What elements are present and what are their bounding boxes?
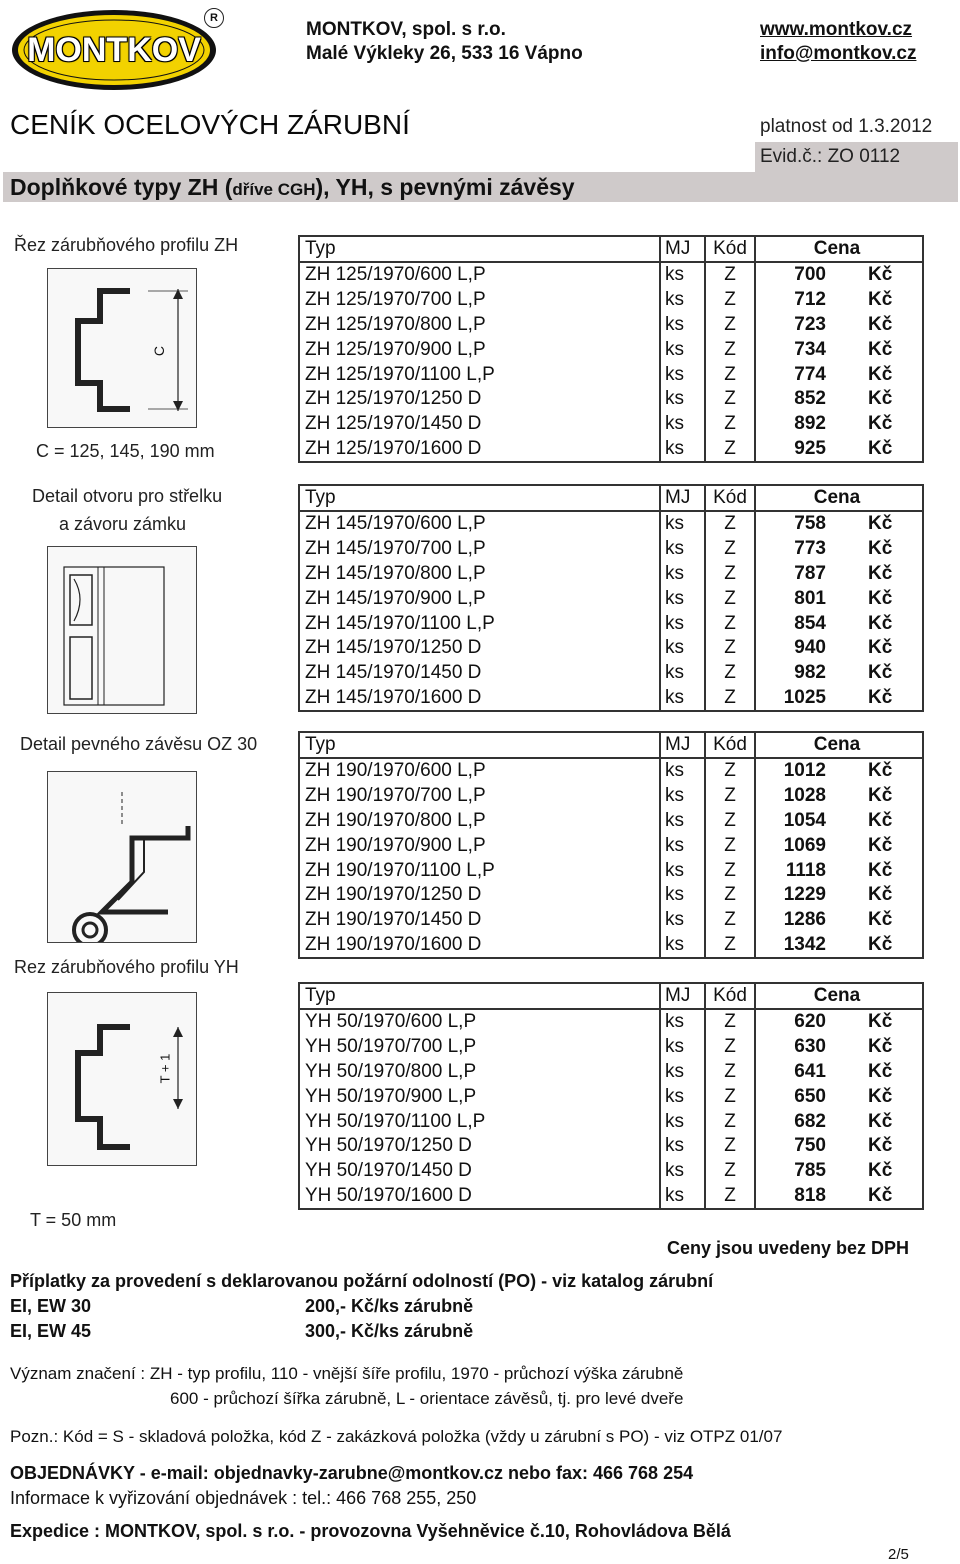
cell-cena: 1012: [783, 760, 826, 782]
cell-typ: ZH 145/1970/1450 D: [300, 661, 661, 686]
price-table: [298, 982, 924, 1210]
table-row: [300, 1010, 922, 1035]
cell-cena: 620: [794, 1011, 826, 1033]
cell-mj: ks: [661, 337, 706, 362]
cell-mj: ks: [661, 636, 706, 661]
cell-mj: ks: [661, 686, 706, 711]
legend-line-2: 600 - průchozí šířka zárubně, L - orientace závěsů, tj. pro levé dveře: [170, 1389, 684, 1408]
cell-cena: 758: [794, 513, 826, 535]
header-kod: Kód: [706, 984, 756, 1008]
cell-mj: ks: [661, 784, 706, 809]
cell-cena: 630: [794, 1036, 826, 1058]
subtitle-part-c: ), YH, s pevnými závěsy: [315, 174, 575, 200]
cell-mj: ks: [661, 562, 706, 587]
cell-currency: Kč: [868, 933, 893, 955]
table-row: [300, 611, 922, 636]
header-cena: Cena: [813, 734, 861, 755]
cell-typ: ZH 125/1970/700 L,P: [300, 288, 661, 313]
cell-cena: 700: [794, 264, 826, 286]
cell-typ: YH 50/1970/700 L,P: [300, 1035, 661, 1060]
cell-kod: Z: [706, 1184, 756, 1209]
cell-currency: Kč: [868, 1036, 893, 1058]
cell-cena: 982: [794, 662, 826, 684]
yh-profile-caption: Rez zárubňového profilu YH: [14, 957, 239, 977]
table-row: [300, 412, 922, 437]
cell-typ: ZH 125/1970/1600 D: [300, 437, 661, 462]
cell-kod: Z: [706, 337, 756, 362]
cell-typ: ZH 125/1970/1250 D: [300, 387, 661, 412]
cell-currency: Kč: [868, 686, 893, 708]
table-row: [300, 313, 922, 338]
cell-cena: 750: [794, 1135, 826, 1157]
cell-currency: Kč: [868, 338, 893, 360]
cell-mj: ks: [661, 833, 706, 858]
page-title: CENÍK OCELOVÝCH ZÁRUBNÍ: [10, 109, 410, 140]
header-mj: MJ: [661, 237, 706, 261]
cell-typ: ZH 190/1970/1250 D: [300, 883, 661, 908]
cell-cena: 852: [794, 388, 826, 410]
cell-kod: Z: [706, 1134, 756, 1159]
cell-kod: Z: [706, 908, 756, 933]
table-row: [300, 362, 922, 387]
cell-mj: ks: [661, 1159, 706, 1184]
table-row: [300, 686, 922, 711]
cell-currency: Kč: [868, 662, 893, 684]
cell-kod: Z: [706, 1109, 756, 1134]
cell-kod: Z: [706, 809, 756, 834]
table-row: [300, 661, 922, 686]
cell-typ: ZH 190/1970/1100 L,P: [300, 858, 661, 883]
cell-cena: 1069: [783, 834, 826, 856]
cell-cena: 940: [794, 637, 826, 659]
header-mj: MJ: [661, 486, 706, 510]
cell-kod: Z: [706, 263, 756, 288]
cell-mj: ks: [661, 313, 706, 338]
cell-currency: Kč: [868, 1135, 893, 1157]
cell-kod: Z: [706, 686, 756, 711]
cell-mj: ks: [661, 412, 706, 437]
cell-currency: Kč: [868, 637, 893, 659]
cell-kod: Z: [706, 288, 756, 313]
price-table: [298, 235, 924, 463]
cell-cena: 1054: [783, 809, 826, 831]
header-mj: MJ: [661, 733, 706, 757]
orders-info: Informace k vyřizování objednávek : tel.: 466 768 255, 250: [10, 1488, 477, 1508]
cell-mj: ks: [661, 288, 706, 313]
table-row: [300, 537, 922, 562]
cell-currency: Kč: [868, 587, 893, 609]
cell-typ: ZH 125/1970/1450 D: [300, 412, 661, 437]
website-link[interactable]: www.montkov.cz: [760, 19, 913, 40]
table-row: [300, 437, 922, 462]
table-row: [300, 933, 922, 958]
cell-kod: Z: [706, 362, 756, 387]
table-row: [300, 1159, 922, 1184]
cell-mj: ks: [661, 537, 706, 562]
cell-typ: YH 50/1970/900 L,P: [300, 1084, 661, 1109]
zh-profile-icon: [48, 269, 196, 427]
montkov-logo: [10, 8, 218, 92]
cell-typ: YH 50/1970/1100 L,P: [300, 1109, 661, 1134]
cell-cena: 773: [794, 538, 826, 560]
cell-cena: 712: [794, 289, 826, 311]
cell-kod: Z: [706, 933, 756, 958]
table-row: [300, 586, 922, 611]
subtitle-part-a: Doplňkové typy ZH (: [10, 174, 233, 200]
cell-typ: ZH 125/1970/1100 L,P: [300, 362, 661, 387]
detail-caption-2: a závoru zámku: [59, 514, 187, 534]
cell-typ: ZH 125/1970/900 L,P: [300, 337, 661, 362]
cell-currency: Kč: [868, 1184, 893, 1206]
cell-mj: ks: [661, 1184, 706, 1209]
cell-typ: ZH 190/1970/600 L,P: [300, 759, 661, 784]
cell-cena: 785: [794, 1160, 826, 1182]
table-header: [300, 237, 922, 263]
cell-cena: 650: [794, 1085, 826, 1107]
cell-currency: Kč: [868, 413, 893, 435]
cell-kod: Z: [706, 437, 756, 462]
registered-mark: R: [204, 8, 224, 28]
table-row: [300, 759, 922, 784]
cell-cena: 641: [794, 1060, 826, 1082]
cell-kod: Z: [706, 512, 756, 537]
header-mj: MJ: [661, 984, 706, 1008]
cell-typ: ZH 125/1970/600 L,P: [300, 263, 661, 288]
table-row: [300, 1109, 922, 1134]
cell-typ: ZH 145/1970/800 L,P: [300, 562, 661, 587]
cell-cena: 1118: [785, 859, 826, 881]
yh-size: T = 50 mm: [30, 1210, 117, 1230]
cell-kod: Z: [706, 537, 756, 562]
zh-profile-caption: Řez zárubňového profilu ZH: [14, 235, 239, 255]
surcharge-ew30-label: EI, EW 30: [10, 1296, 92, 1316]
header-cena: Cena: [813, 985, 861, 1006]
table-row: [300, 512, 922, 537]
hinge-detail-drawing: [47, 771, 197, 943]
contact-links: [760, 18, 916, 66]
cell-kod: Z: [706, 412, 756, 437]
cell-typ: ZH 190/1970/800 L,P: [300, 809, 661, 834]
vat-note: Ceny jsou uvedeny bez DPH: [667, 1238, 910, 1258]
cell-currency: Kč: [868, 1085, 893, 1107]
header-typ: Typ: [300, 237, 661, 261]
cell-currency: Kč: [868, 562, 893, 584]
cell-cena: 1028: [783, 785, 826, 807]
cell-currency: Kč: [868, 538, 893, 560]
logo-text: MONTKOV: [27, 30, 201, 69]
cell-cena: 723: [794, 313, 826, 335]
cell-mj: ks: [661, 759, 706, 784]
cell-currency: Kč: [868, 834, 893, 856]
header-typ: Typ: [300, 984, 661, 1008]
cell-currency: Kč: [868, 612, 893, 634]
cell-mj: ks: [661, 512, 706, 537]
cell-kod: Z: [706, 636, 756, 661]
cell-typ: YH 50/1970/600 L,P: [300, 1010, 661, 1035]
table-row: [300, 263, 922, 288]
table-row: [300, 784, 922, 809]
hinge-caption: Detail pevného závěsu OZ 30: [20, 734, 258, 754]
cell-kod: Z: [706, 1010, 756, 1035]
cell-mj: ks: [661, 1010, 706, 1035]
cell-kod: Z: [706, 313, 756, 338]
cell-cena: 1229: [783, 884, 826, 906]
orders-contact: OBJEDNÁVKY - e-mail: objednavky-zarubne@montkov.cz nebo fax: 466 768 254: [10, 1463, 694, 1483]
cell-typ: ZH 190/1970/1450 D: [300, 908, 661, 933]
cell-typ: YH 50/1970/1450 D: [300, 1159, 661, 1184]
cell-cena: 734: [794, 338, 826, 360]
table-row: [300, 1035, 922, 1060]
table-row: [300, 1060, 922, 1085]
cell-typ: ZH 145/1970/900 L,P: [300, 586, 661, 611]
cell-mj: ks: [661, 387, 706, 412]
cell-mj: ks: [661, 661, 706, 686]
cell-currency: Kč: [868, 264, 893, 286]
cell-cena: 892: [794, 413, 826, 435]
zh-sizes: C = 125, 145, 190 mm: [36, 441, 215, 461]
cell-typ: ZH 145/1970/1100 L,P: [300, 611, 661, 636]
table-row: [300, 809, 922, 834]
cell-kod: Z: [706, 562, 756, 587]
table-row: [300, 1134, 922, 1159]
zh-dim-label: C: [151, 345, 168, 357]
cell-currency: Kč: [868, 1110, 893, 1132]
yh-profile-drawing: [47, 992, 197, 1166]
cell-currency: Kč: [868, 785, 893, 807]
yh-dim-label: T + 1: [157, 1053, 173, 1084]
table-row: [300, 1184, 922, 1209]
cell-currency: Kč: [868, 1060, 893, 1082]
code-note: Pozn.: Kód = S - skladová položka, kód Z - zakázková položka (vždy u zárubní s PO) - viz OTPZ 01/07: [10, 1427, 783, 1446]
cell-currency: Kč: [868, 289, 893, 311]
legend-line-1: Význam značení : ZH - typ profilu, 110 - vnější šíře profilu, 1970 - průchozí výška zárubně: [10, 1364, 684, 1383]
cell-typ: ZH 190/1970/900 L,P: [300, 833, 661, 858]
cell-mj: ks: [661, 1109, 706, 1134]
header-typ: Typ: [300, 486, 661, 510]
surcharge-ew45-label: EI, EW 45: [10, 1321, 92, 1341]
cell-mj: ks: [661, 908, 706, 933]
surcharge-ew30-value: 200,- Kč/ks zárubně: [305, 1296, 474, 1316]
cell-mj: ks: [661, 586, 706, 611]
company-address: [306, 18, 583, 66]
cell-typ: ZH 190/1970/1600 D: [300, 933, 661, 958]
header-kod: Kód: [706, 733, 756, 757]
cell-kod: Z: [706, 759, 756, 784]
company-street: Malé Výkleky 26, 533 16 Vápno: [306, 43, 583, 64]
cell-mj: ks: [661, 809, 706, 834]
cell-kod: Z: [706, 611, 756, 636]
cell-typ: YH 50/1970/1600 D: [300, 1184, 661, 1209]
price-table: [298, 731, 924, 959]
table-row: [300, 562, 922, 587]
table-header: [300, 486, 922, 512]
cell-mj: ks: [661, 883, 706, 908]
cell-cena: 854: [794, 612, 826, 634]
cell-kod: Z: [706, 1035, 756, 1060]
cell-kod: Z: [706, 1060, 756, 1085]
table-row: [300, 833, 922, 858]
table-row: [300, 858, 922, 883]
cell-kod: Z: [706, 1084, 756, 1109]
zh-profile-drawing: [47, 268, 197, 428]
table-row: [300, 883, 922, 908]
cell-currency: Kč: [868, 1011, 893, 1033]
cell-currency: Kč: [868, 513, 893, 535]
cell-currency: Kč: [868, 809, 893, 831]
cell-mj: ks: [661, 1060, 706, 1085]
surcharge-title: Příplatky za provedení s deklarovanou požární odolností (PO) - viz katalog zárubní: [10, 1271, 714, 1291]
cell-kod: Z: [706, 661, 756, 686]
cell-cena: 774: [794, 363, 826, 385]
table-row: [300, 908, 922, 933]
cell-typ: ZH 145/1970/1250 D: [300, 636, 661, 661]
email-link[interactable]: info@montkov.cz: [760, 43, 917, 64]
table-header: [300, 984, 922, 1010]
page-number: 2/5: [888, 1546, 909, 1563]
page-subtitle: [10, 174, 575, 201]
header-cena: Cena: [813, 238, 861, 259]
table-row: [300, 387, 922, 412]
table-row: [300, 636, 922, 661]
cell-kod: Z: [706, 883, 756, 908]
cell-typ: ZH 125/1970/800 L,P: [300, 313, 661, 338]
cell-mj: ks: [661, 437, 706, 462]
cell-cena: 682: [794, 1110, 826, 1132]
cell-currency: Kč: [868, 1160, 893, 1182]
table-header: [300, 733, 922, 759]
table-row: [300, 288, 922, 313]
cell-cena: 925: [794, 437, 826, 459]
evidence-number: Evid.č.: ZO 0112: [760, 146, 901, 167]
cell-mj: ks: [661, 1035, 706, 1060]
cell-mj: ks: [661, 611, 706, 636]
cell-kod: Z: [706, 586, 756, 611]
cell-kod: Z: [706, 387, 756, 412]
cell-mj: ks: [661, 1084, 706, 1109]
strike-plate-icon: [48, 547, 196, 713]
cell-cena: 787: [794, 562, 826, 584]
surcharge-ew45-value: 300,- Kč/ks zárubně: [305, 1321, 474, 1341]
cell-mj: ks: [661, 1134, 706, 1159]
cell-currency: Kč: [868, 313, 893, 335]
cell-cena: 1286: [783, 909, 826, 931]
cell-currency: Kč: [868, 760, 893, 782]
validity-date: platnost od 1.3.2012: [760, 116, 933, 137]
cell-mj: ks: [661, 858, 706, 883]
hinge-icon: [48, 772, 196, 942]
cell-mj: ks: [661, 362, 706, 387]
cell-currency: Kč: [868, 884, 893, 906]
cell-typ: ZH 145/1970/600 L,P: [300, 512, 661, 537]
cell-typ: YH 50/1970/800 L,P: [300, 1060, 661, 1085]
price-table: [298, 484, 924, 712]
header-typ: Typ: [300, 733, 661, 757]
dispatch-address: Expedice : MONTKOV, spol. s r.o. - provozovna Vyšehněvice č.10, Rohovládova Bělá: [10, 1521, 731, 1541]
company-name: MONTKOV, spol. s r.o.: [306, 19, 506, 40]
table-row: [300, 1084, 922, 1109]
cell-typ: ZH 145/1970/1600 D: [300, 686, 661, 711]
strike-detail-drawing: [47, 546, 197, 714]
cell-currency: Kč: [868, 909, 893, 931]
cell-typ: ZH 190/1970/700 L,P: [300, 784, 661, 809]
cell-typ: ZH 145/1970/700 L,P: [300, 537, 661, 562]
cell-kod: Z: [706, 858, 756, 883]
table-row: [300, 337, 922, 362]
yh-profile-icon: [48, 993, 196, 1165]
cell-cena: 1025: [783, 686, 826, 708]
header-kod: Kód: [706, 237, 756, 261]
cell-currency: Kč: [868, 363, 893, 385]
cell-currency: Kč: [868, 859, 893, 881]
subtitle-part-b: dříve CGH: [232, 180, 316, 199]
detail-caption-1: Detail otvoru pro střelku: [32, 486, 223, 506]
cell-currency: Kč: [868, 388, 893, 410]
header-kod: Kód: [706, 486, 756, 510]
cell-mj: ks: [661, 933, 706, 958]
cell-cena: 818: [794, 1184, 826, 1206]
cell-kod: Z: [706, 833, 756, 858]
cell-cena: 801: [794, 587, 826, 609]
cell-typ: YH 50/1970/1250 D: [300, 1134, 661, 1159]
cell-mj: ks: [661, 263, 706, 288]
cell-cena: 1342: [783, 933, 826, 955]
cell-kod: Z: [706, 784, 756, 809]
header-cena: Cena: [813, 487, 861, 508]
cell-currency: Kč: [868, 437, 893, 459]
cell-kod: Z: [706, 1159, 756, 1184]
